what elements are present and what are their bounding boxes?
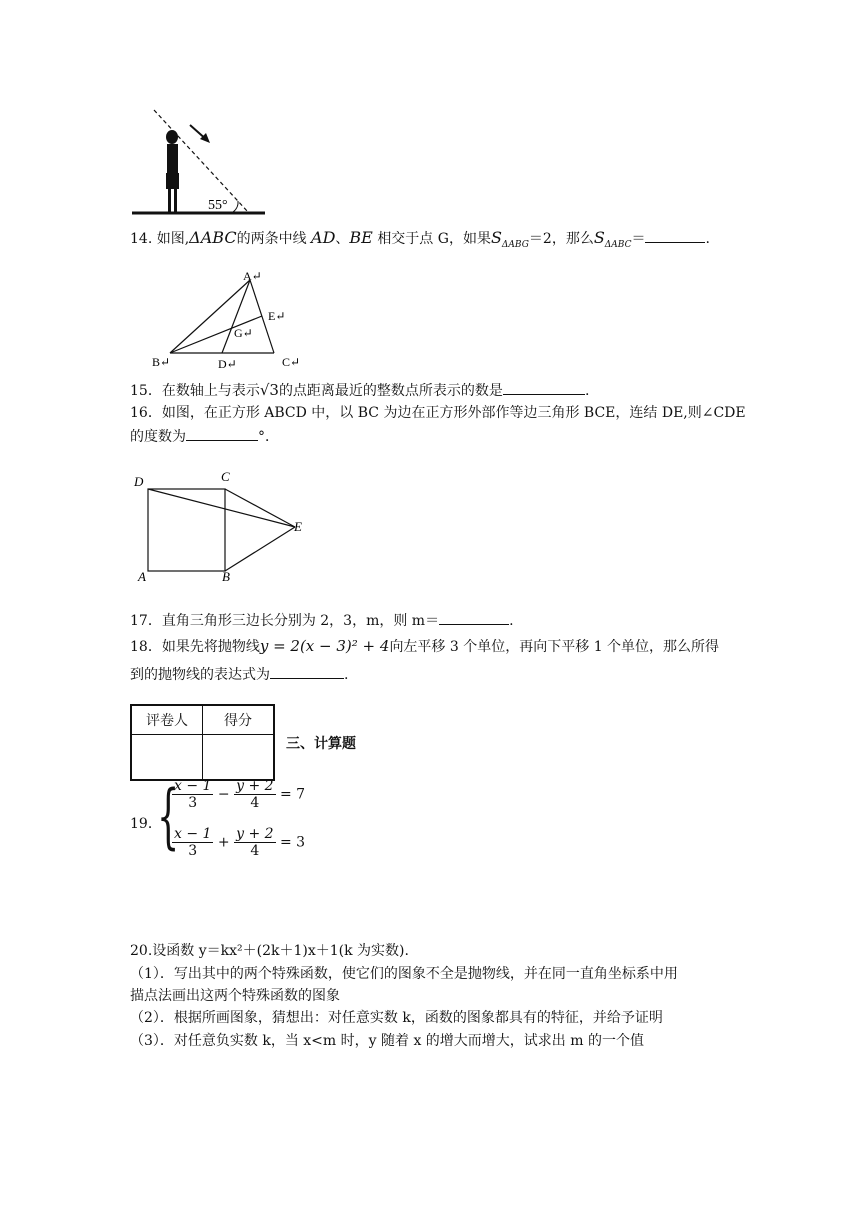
label-G: G↵ [234, 326, 253, 340]
sqrt-3: √3 [259, 381, 279, 399]
label-D: D [134, 474, 144, 489]
score-cell[interactable] [203, 735, 275, 781]
equation-2: $\frac{x - 1}{3}$ + $\frac{y + 2}{4}$ = 3 [174, 826, 306, 859]
question-20-title: 20.设函数 y＝kx²＋(2k＋1)x＋1(k 为实数). [130, 943, 409, 959]
question-20-part-1a: （1）．写出其中的两个特殊函数，使它们的图象不全是抛物线，并在同一直角坐标系中用 [130, 966, 678, 982]
answer-blank-18[interactable] [270, 664, 344, 679]
answer-blank-15[interactable] [503, 380, 585, 395]
answer-blank-14[interactable] [645, 228, 705, 243]
label-C: C↵ [282, 355, 301, 369]
question-15: 15．在数轴上与表示√3的点距离最近的整数点所表示的数是 . [130, 381, 590, 399]
figure-triangle-abc [150, 268, 300, 373]
figure-square-abcd [130, 465, 320, 590]
question-16-line-2: 的度数为 °． [130, 426, 279, 447]
label-D: D↵ [218, 357, 237, 371]
parabola-formula: y = 2(x − 3)² + 4 [259, 637, 390, 655]
question-20-part-2: （2）．根据所画图象，猜想出：对任意实数 k，函数的图象都具有的特征，并给予证明 [130, 1010, 663, 1026]
label-E: E [294, 519, 302, 534]
label-B: B [222, 569, 230, 584]
answer-blank-16[interactable] [186, 426, 258, 441]
label-A: A↵ [243, 269, 262, 283]
question-19-number: 19． [130, 816, 162, 832]
grader-cell[interactable] [131, 735, 203, 781]
question-18-line-1: 18．如果先将抛物线y = 2(x − 3)² + 4向左平移 3 个单位，再向下平移 1 个单位，那么所得 [130, 637, 720, 655]
figure-shadow-angle [130, 105, 270, 220]
label-B: B↵ [152, 355, 171, 369]
question-20-part-1b: 描点法画出这两个特殊函数的图象 [130, 988, 340, 1004]
label-E: E↵ [268, 309, 286, 323]
question-17: 17．直角三角形三边长分别为 2，3，m，则 m＝ . [130, 610, 514, 631]
question-18-line-2: 到的抛物线的表达式为 . [130, 664, 348, 685]
equation-1: $\frac{x - 1}{3}$ − $\frac{y + 2}{4}$ = 7 [174, 778, 306, 811]
question-14: 14. 如图,ΔABC的两条中线 AD、BE 相交于点 G，如果$S_{\Delta ABG}=2$，那么$S_{\Delta ABC}=$ . [130, 228, 710, 250]
section-title: 三、计算题 [286, 736, 356, 752]
question-20-part-3: （3）．对任意负实数 k，当 x<m 时，y 随着 x 的增大而增大，试求出 m 的一个值 [130, 1033, 644, 1049]
score-header: 得分 [203, 705, 275, 735]
grading-table [130, 704, 275, 781]
label-C: C [221, 469, 230, 484]
question-16-line-1: 16．如图，在正方形 ABCD 中，以 BC 为边在正方形外部作等边三角形 BCE，连结 DE,则∠CDE [130, 405, 746, 421]
angle-label: 55° [208, 198, 228, 213]
answer-blank-17[interactable] [439, 610, 509, 625]
grader-header: 评卷人 [131, 705, 203, 735]
label-A: A [138, 569, 146, 584]
person-icon [166, 130, 179, 212]
equation-brace: { [157, 775, 180, 857]
